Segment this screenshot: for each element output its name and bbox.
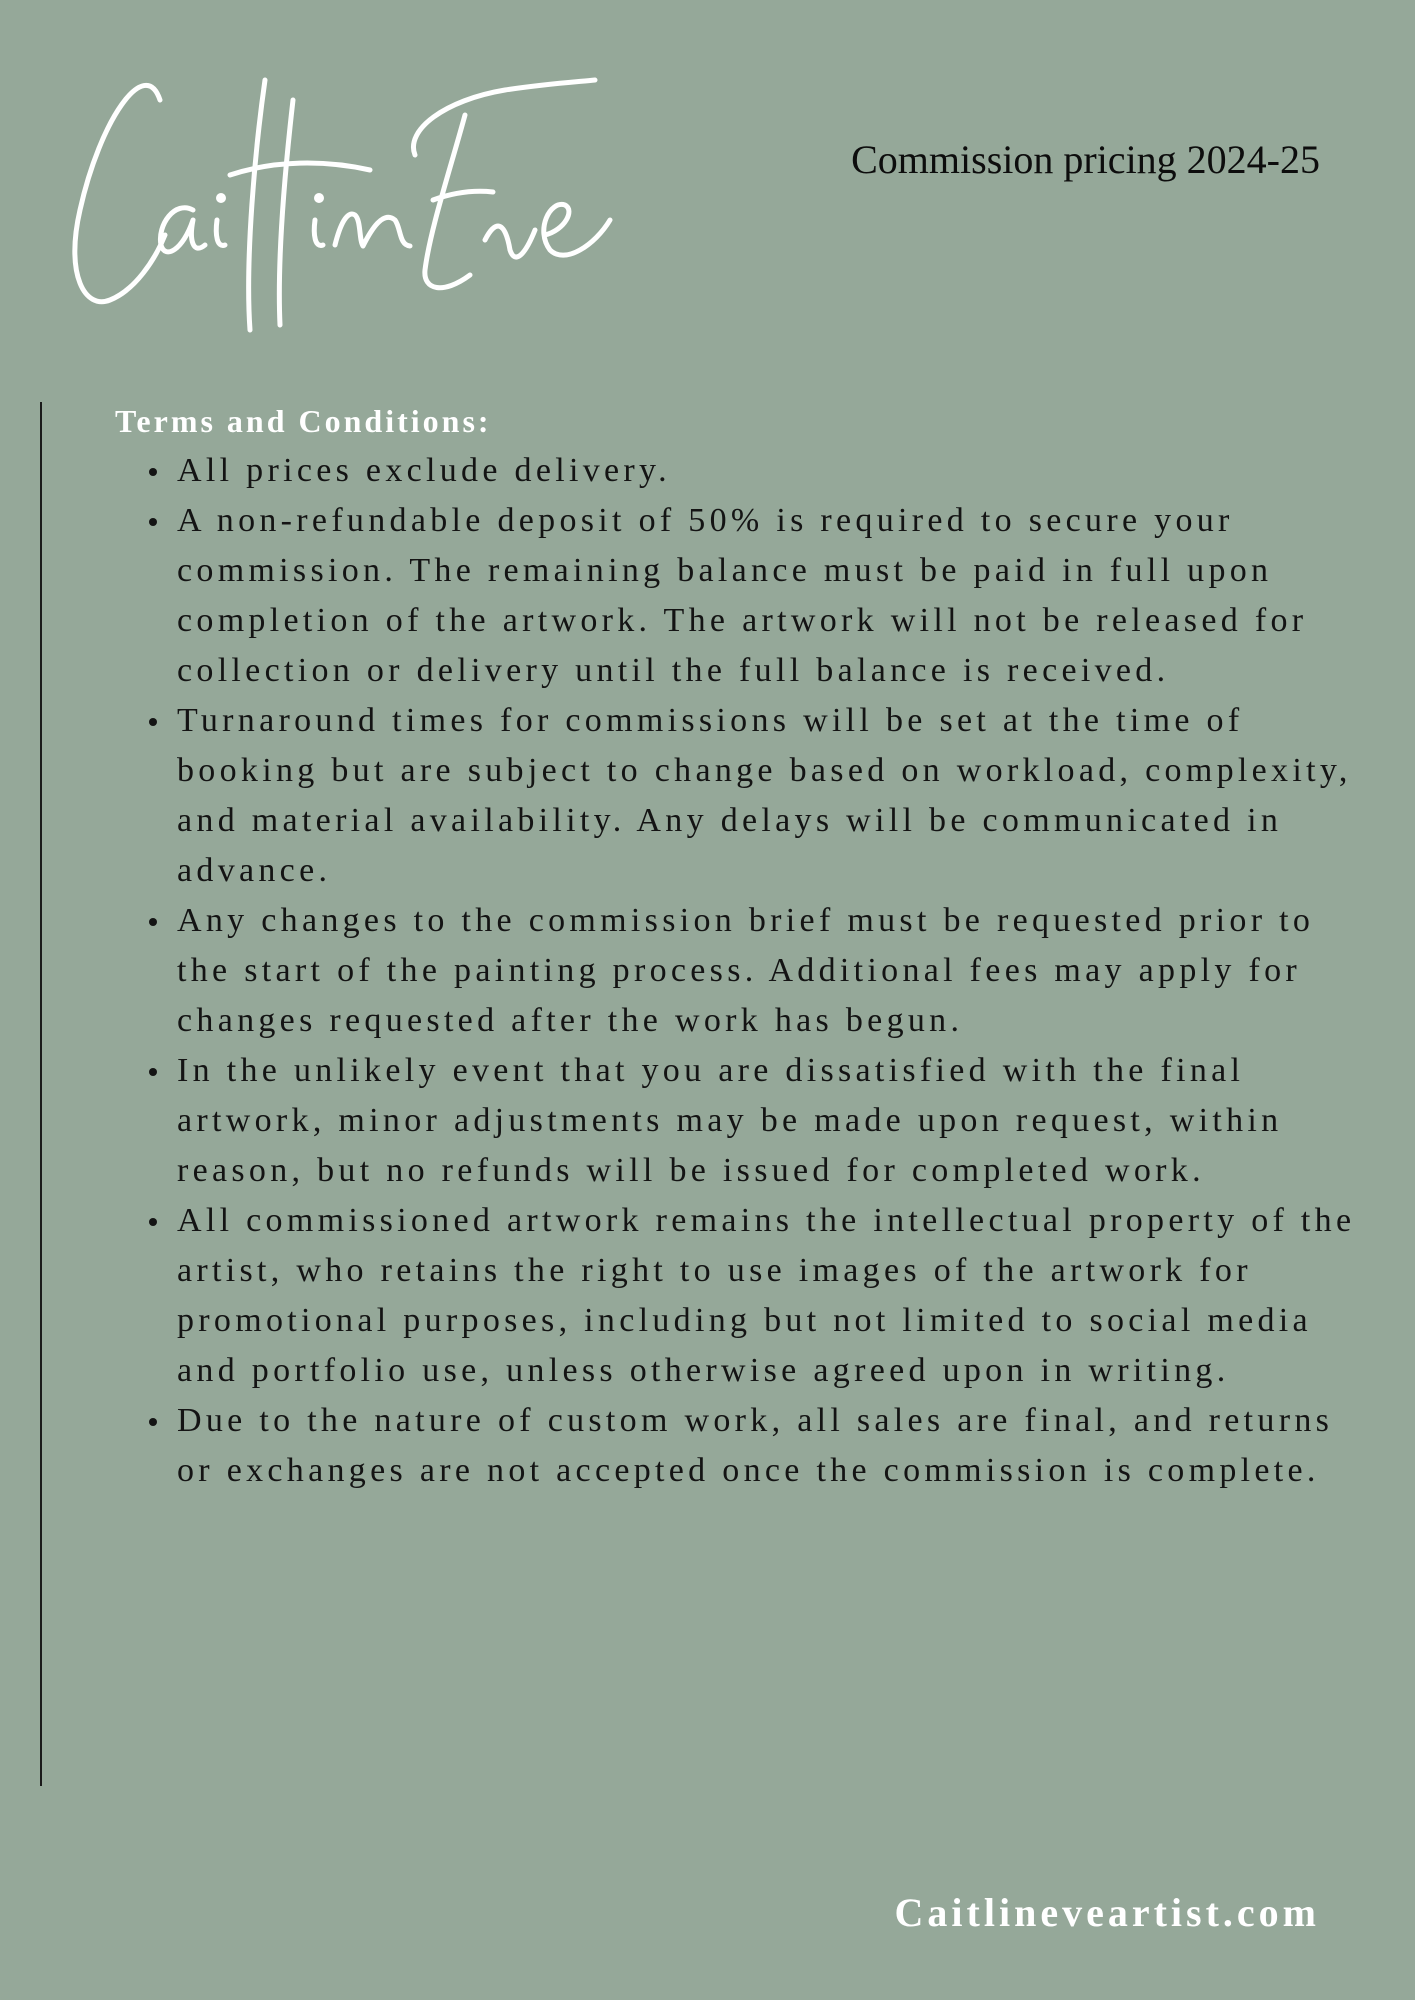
terms-item: All prices exclude delivery. bbox=[177, 446, 1357, 496]
website-link[interactable]: Caitlineveartist.com bbox=[894, 1890, 1320, 1935]
terms-item: A non-refundable deposit of 50% is required to secure your commission. The remaining balance must be paid in full upon completion of the artwork. The artwork will not be released for collection or delivery until the full balance is received. bbox=[177, 496, 1357, 696]
signature-logo bbox=[65, 60, 780, 350]
terms-item: Due to the nature of custom work, all sales are final, and returns or exchanges are not accepted once the commission is complete. bbox=[177, 1396, 1357, 1496]
terms-item: Turnaround times for commissions will be set at the time of booking but are subject to change based on workload, complexity, and material availability. Any delays will be communicated in advance. bbox=[177, 696, 1357, 896]
pricing-subtitle: Commission pricing 2024-25 bbox=[851, 137, 1320, 182]
terms-heading: Terms and Conditions: bbox=[115, 403, 492, 439]
signature-logo-drawing bbox=[65, 60, 780, 350]
terms-item: All commissioned artwork remains the intellectual property of the artist, who retains the right to use images of the artwork for promotional purposes, including but not limited to social media and portfolio use, unless otherwise agreed upon in writing. bbox=[177, 1196, 1357, 1396]
terms-item: In the unlikely event that you are dissatisfied with the final artwork, minor adjustments may be made upon request, within reason, but no refunds will be issued for completed work. bbox=[177, 1046, 1357, 1196]
terms-item: Any changes to the commission brief must be requested prior to the start of the painting process. Additional fees may apply for changes requested after the work has begun. bbox=[177, 896, 1357, 1046]
vertical-divider bbox=[40, 402, 42, 1786]
terms-list bbox=[140, 446, 1357, 1496]
